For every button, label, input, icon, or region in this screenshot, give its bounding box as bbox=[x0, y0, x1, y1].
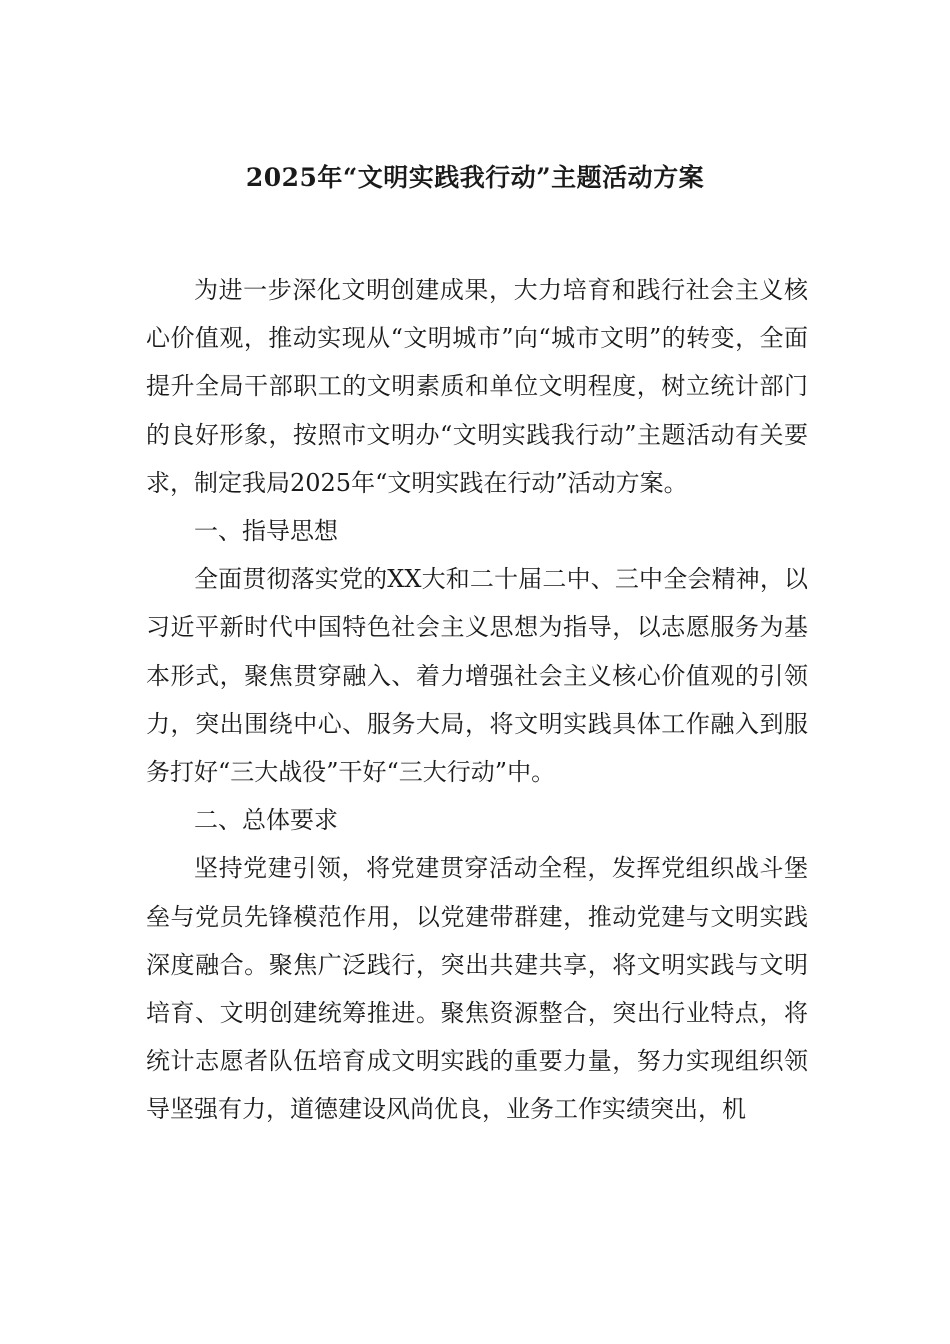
general-requirements-paragraph: 坚持党建引领，将党建贯穿活动全程，发挥党组织战斗堡垒与党员先锋模范作用，以党建带群建，推动党建与文明实践深度融合。聚焦广泛践行，突出共建共享，将文明实践与文明培育、文明创建统筹推进。聚焦资源整合，突出行业特点，将统计志愿者队伍培育成文明实践的重要力量，努力实现组织领导坚强有力，道德建设风尚优良，业务工作实绩突出，机 bbox=[146, 854, 808, 1124]
section-heading-guiding-ideology: 一、指导思想 bbox=[194, 517, 338, 546]
section-heading-general-requirements: 二、总体要求 bbox=[194, 806, 338, 835]
guiding-ideology-paragraph: 全面贯彻落实党的XX大和二十届二中、三中全会精神，以习近平新时代中国特色社会主义思想为指导，以志愿服务为基本形式，聚焦贯穿融入、着力增强社会主义核心价值观的引领力，突出围绕中心、服务大局，将文明实践具体工作融入到服务打好“三大战役”干好“三大行动”中。 bbox=[146, 565, 808, 787]
document-title: 2025年“文明实践我行动”主题活动方案 bbox=[245, 163, 705, 192]
intro-paragraph: 为进一步深化文明创建成果，大力培育和践行社会主义核心价值观，推动实现从“文明城市”向“城市文明”的转变，全面提升全局干部职工的文明素质和单位文明程度，树立统计部门的良好形象，按照市文明办“文明实践我行动”主题活动有关要求，制定我局2025年“文明实践在行动”活动方案。 bbox=[146, 276, 808, 497]
document-body bbox=[146, 266, 808, 1134]
